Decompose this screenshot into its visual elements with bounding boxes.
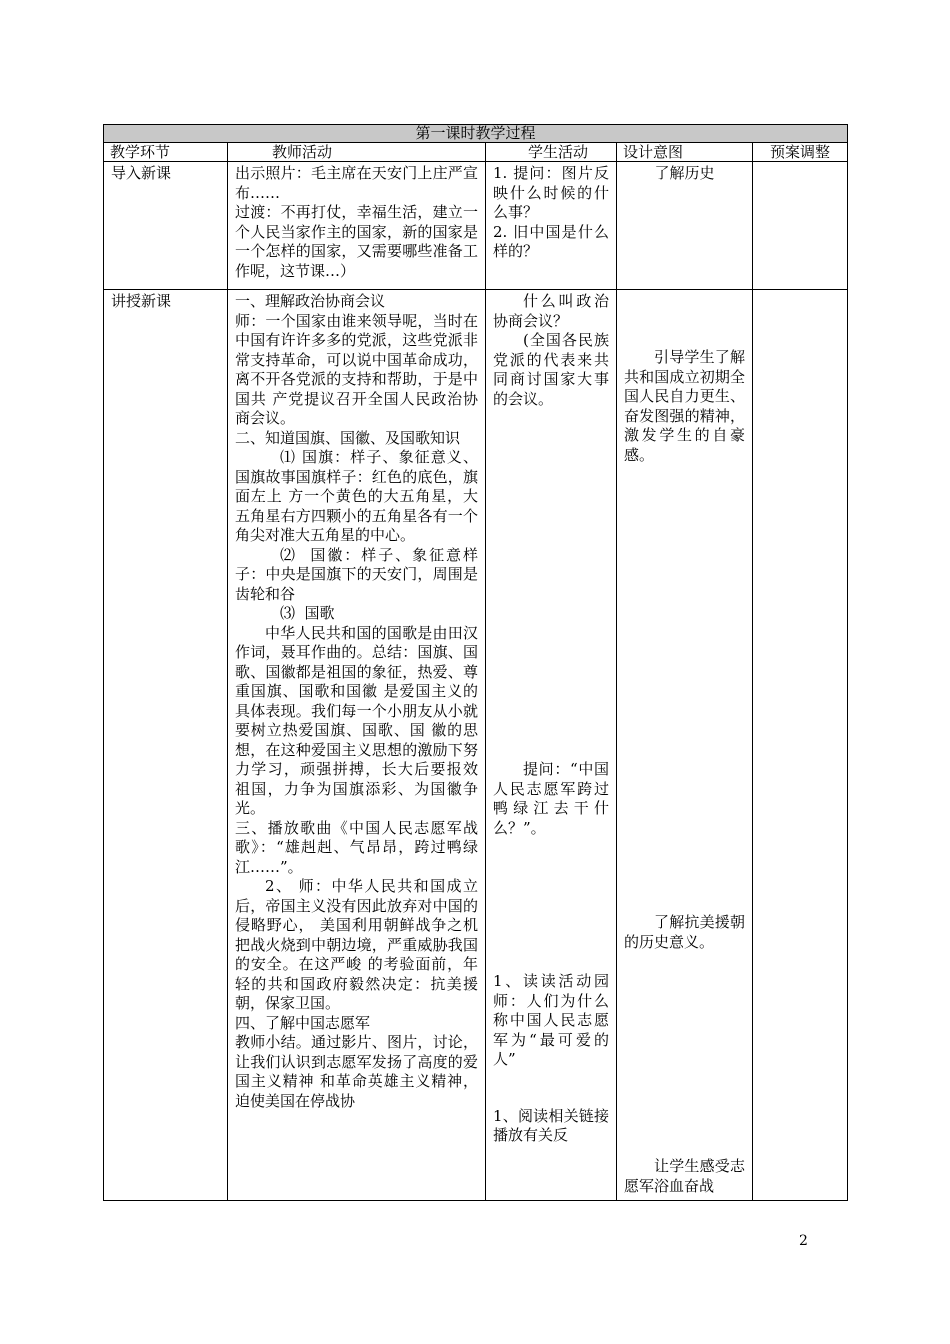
student-text: 1. 提问：图片反映什么时候的什么事？ [493, 164, 609, 221]
student-text: 提问：“中国人民志愿军跨过鸭绿江去干什么？”。 [493, 760, 609, 837]
table-title-row [104, 125, 848, 143]
table-header-row [104, 143, 848, 162]
teacher-text: 过渡：不再打仗，幸福生活，建立一个人民当家作主的国家，新的国家是 一个怎样的国家，又需要哪些准备工作呢，这节课…） [235, 203, 483, 280]
teacher-cell [228, 290, 486, 1201]
table-title: 第一课时教学过程 [104, 125, 848, 143]
table-row [104, 162, 848, 290]
header-stage: 教学环节 [104, 143, 228, 162]
student-text: (全国各民族党派的代表来共同商讨国家大事的会议。 [493, 331, 609, 408]
intent-text: 了解抗美援朝的历史意义。 [624, 913, 745, 951]
stage-cell: 讲授新课 [104, 290, 228, 1201]
student-cell [486, 162, 617, 290]
teacher-text: 四、了解中国志愿军 [235, 1013, 371, 1032]
adjust-cell [753, 162, 848, 290]
header-intent: 设计意图 [617, 143, 753, 162]
teacher-text: 中华人民共和国的国歌是由田汉作词，聂耳作曲的。总结：国旗、国歌、国徽都是祖国的象征，热爱、尊重国旗、国歌和国徽 是爱国主义的具体表现。我们每一个小朋友从小就要树立热爱国旗、国歌、国 徽的思想，在这种爱国主义思想的激励下努力学习，顽强拼搏，长大后要报效 祖国，力争为国旗添彩、为国徽争光。 [235, 623, 483, 817]
teaching-process-table [103, 124, 848, 1201]
page-number: 2 [799, 1233, 808, 1249]
header-teacher: 教师活动 [228, 143, 486, 162]
student-text: 什么叫政治协商会议？ [493, 292, 609, 330]
header-adjust: 预案调整 [753, 143, 848, 162]
teacher-text: 二、知道国旗、国徽、及国歌知识 [235, 428, 461, 447]
intent-cell: 了解历史 [617, 162, 753, 290]
teacher-text: ⑵ 国徽：样子、象征意样子：中央是国旗下的天安门，周围是齿轮和谷 [235, 545, 478, 603]
table-row [104, 290, 848, 1201]
teacher-text: 三、播放歌曲《中国人民志愿军战歌》：“雄赳赳、气昂昂，跨过鸭绿江……”。 [235, 818, 478, 876]
teacher-text: 教师小结。通过影片、图片，讨论，让我们认识到志愿军发扬了高度的爱国主义精神 和革命英雄主义精神，迫使美国在停战协 [235, 1033, 478, 1110]
teacher-text: ⑶ 国歌 [280, 604, 335, 622]
adjust-cell [753, 290, 848, 1201]
teacher-text: ⑴ 国旗：样子、象征意义、国旗故事国旗样子：红色的底色，旗面左上 方一个黄色的大五角星，大五角星右方四颗小的五角星各有一个角尖对准大五角星的中心。 [235, 448, 478, 544]
student-text: 1、读读活动园师：人们为什么称中国人民志愿军为“最可爱的人” [493, 972, 609, 1068]
teacher-text: 2、 师：中华人民共和国成立后，帝国主义没有因此放弃对中国的侵略野心， 美国利用朝鲜战争之机把战火烧到中朝边境，严重威胁我国的安全。在这严峻 的考验面前，年轻的共和国政府毅然决定：抗美援朝，保家卫国。 [235, 877, 478, 1012]
header-student: 学生活动 [486, 143, 617, 162]
student-text: 1、阅读相关链接播放有关反 [493, 1106, 609, 1144]
teacher-cell [228, 162, 486, 290]
teacher-text: 出示照片：毛主席在天安门上庄严宣布…… [235, 164, 478, 202]
intent-text: 让学生感受志愿军浴血奋战 [624, 1157, 745, 1195]
intent-text: 引导学生了解共和国成立初期全国人民自力更生、奋发图强的精神，激发学生的自豪感。 [624, 348, 745, 464]
teacher-text: 一、理解政治协商会议 [235, 292, 386, 310]
student-cell [486, 290, 617, 1201]
intent-cell [617, 290, 753, 1201]
stage-cell: 导入新课 [104, 162, 228, 290]
teacher-text: 师：一个国家由谁来领导呢，当时在中国有许许多多的党派，这些党派非 常支持革命，可以说中国革命成功，离不开各党派的支持和帮助，于是中国共 产党提议召开全国人民政治协商会议。 [235, 311, 483, 427]
student-text: 2. 旧中国是什么样的？ [493, 222, 609, 260]
